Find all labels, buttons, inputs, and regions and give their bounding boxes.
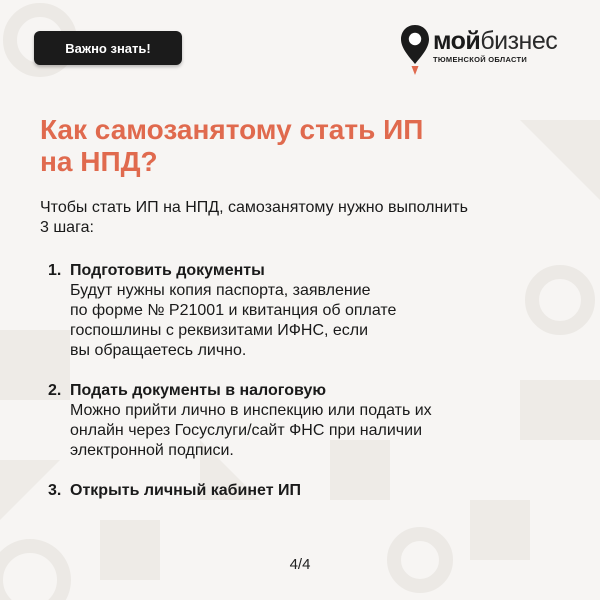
step-number: 2.: [48, 382, 62, 399]
logo-word-part2: бизнес: [480, 27, 558, 55]
steps-list: [48, 261, 548, 501]
map-pin-icon: [400, 24, 430, 76]
logo-word-part1: мой: [433, 27, 481, 55]
step-title: Подать документы в налоговую: [70, 382, 326, 399]
step-2: [48, 381, 548, 461]
step-number: 1.: [48, 262, 62, 279]
page-title: Как самозанятому стать ИП на НПД?: [40, 114, 424, 177]
important-badge: Важно знать!: [34, 31, 182, 65]
page-indicator: 4/4: [289, 556, 311, 573]
logo-wordmark: [433, 26, 557, 56]
step-description: Будут нужны копия паспорта, заявление по форме № Р21001 и квитанция об оплате госпошлины с реквизитами ИФНС, если вы обращаетесь лично.: [70, 282, 397, 359]
step-number: 3.: [48, 482, 62, 499]
step-description: Можно прийти лично в инспекцию или подать их онлайн через Госуслуги/сайт ФНС при наличии электронной подписи.: [70, 402, 432, 459]
step-1: [48, 261, 548, 361]
logo-subtitle: ТЮМЕНСКОЙ ОБЛАСТИ: [433, 55, 528, 64]
intro-text: Чтобы стать ИП на НПД, самозанятому нужно выполнить 3 шага:: [40, 199, 468, 236]
step-title: Открыть личный кабинет ИП: [70, 482, 301, 499]
step-title: Подготовить документы: [70, 262, 265, 279]
step-3: [48, 481, 548, 501]
